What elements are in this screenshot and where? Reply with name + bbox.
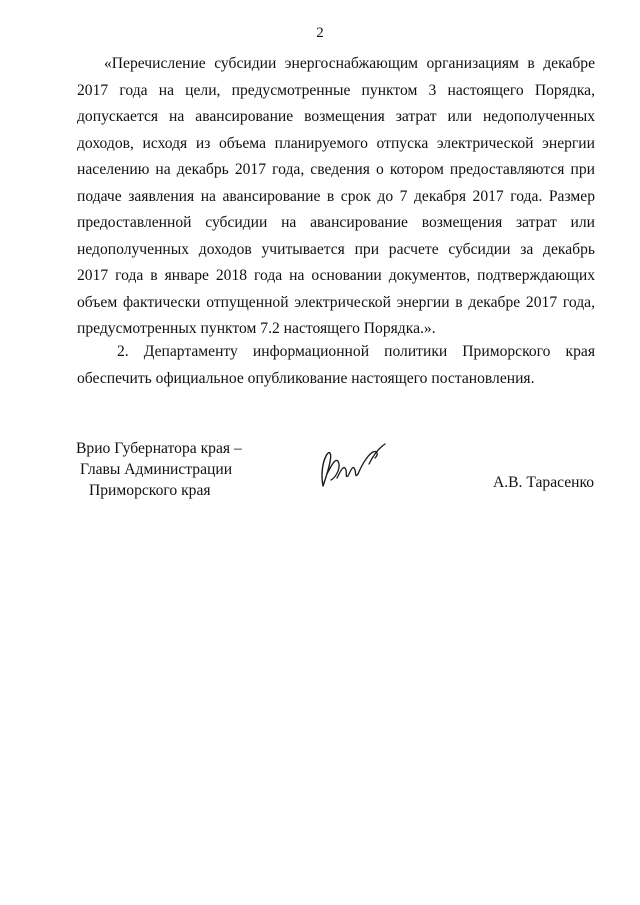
signer-position-line: Главы Администрации [80, 461, 233, 478]
text-line: «Перечисление субсидии энергоснабжающим организациям в декабре [104, 55, 595, 72]
signer-position-line: Приморского края [89, 482, 211, 499]
text-line: 2017 года на цели, предусмотренные пунктом 3 настоящего Порядка, [77, 81, 595, 99]
text-line: допускается на авансирование возмещения затрат или недополученных [77, 108, 595, 125]
signer-position-line: Врио Губернатора края – [76, 440, 242, 457]
text-line: населению на декабрь 2017 года, сведения о котором предоставляются при [77, 161, 595, 178]
paragraph-amendment-text [77, 51, 595, 343]
signer-position [76, 438, 242, 501]
handwritten-signature [313, 434, 393, 494]
text-line: недополученных доходов учитывается при расчете субсидии за декабрь [77, 240, 595, 258]
text-line: 2. Департаменту информационной политики Приморского края [117, 343, 595, 360]
paragraph-department-instruction [77, 339, 595, 392]
text-line: предусмотренных пунктом 7.2 настоящего Порядка.». [77, 320, 436, 337]
text-line: предоставленной субсидии на авансирование возмещения затрат или [77, 214, 595, 231]
text-line: подаче заявления на авансирование в срок до 7 декабря 2017 года. Размер [77, 187, 595, 205]
signature-block [0, 438, 640, 518]
signer-name: А.В. Тарасенко [493, 474, 595, 491]
text-line: 2017 года в январе 2018 года на основании документов, подтверждающих [77, 267, 595, 284]
page-number: 2 [316, 25, 324, 41]
text-line: доходов, исходя из объема планируемого отпуска электрической энергии [77, 134, 595, 152]
text-line: обеспечить официальное опубликование настоящего постановления. [77, 369, 535, 387]
text-line: объем фактически отпущенной электрической энергии в декабре 2017 года, [77, 293, 595, 311]
